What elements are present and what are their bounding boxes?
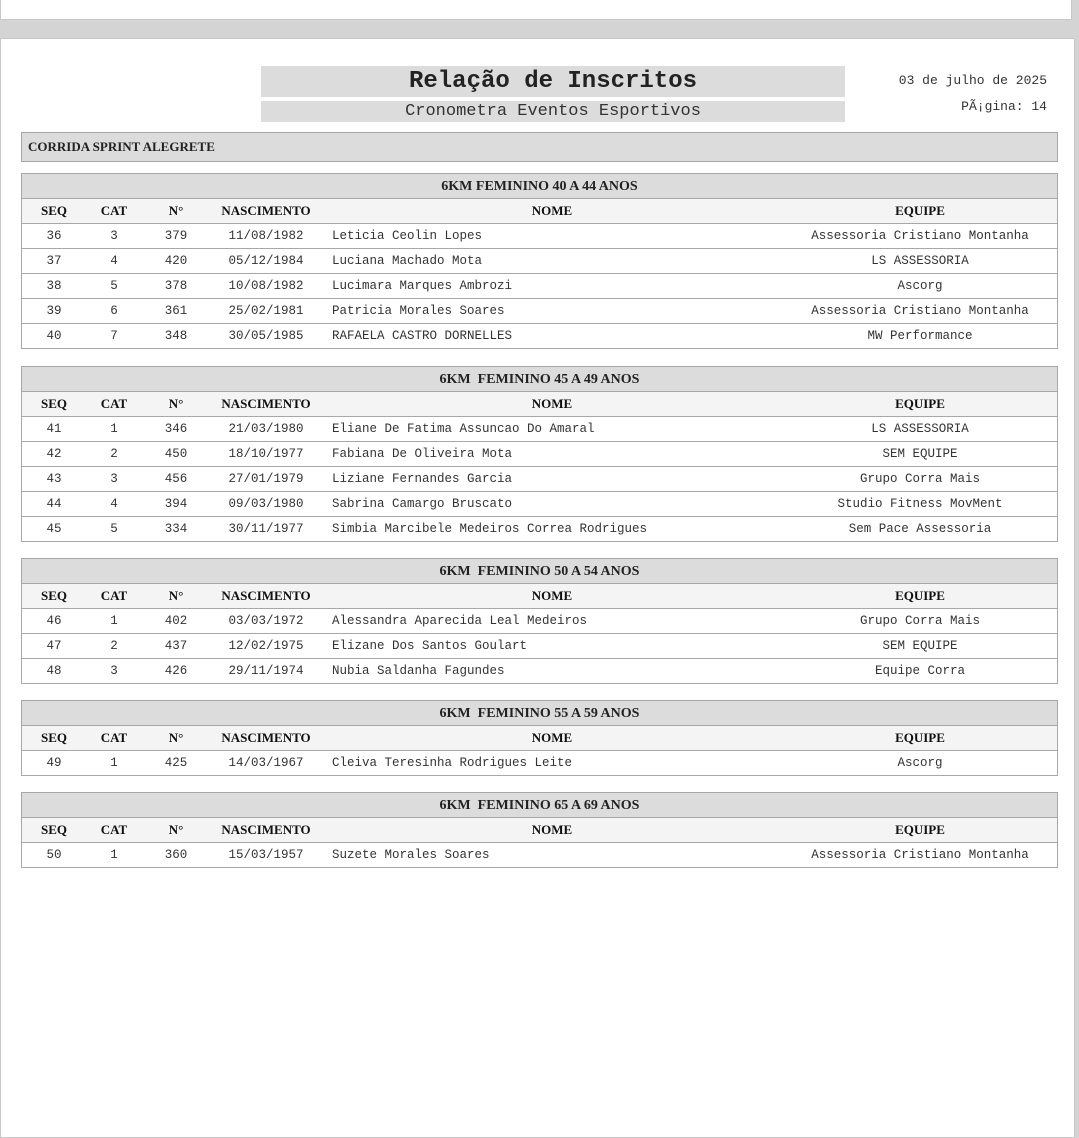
column-header-nome: NOME: [531, 203, 573, 218]
table-row: [22, 417, 1057, 442]
column-header-equipe: EQUIPE: [895, 822, 945, 837]
column-header-cat: CAT: [100, 588, 128, 603]
column-header-seq: SEQ: [40, 822, 67, 837]
category-title: 6KM FEMININO 45 A 49 ANOS: [22, 367, 1057, 392]
cat-cell: 5: [110, 522, 118, 536]
birthdate-cell: 27/01/1979: [228, 472, 304, 486]
table-header-row: [22, 726, 1057, 751]
seq-cell: 48: [46, 664, 62, 678]
report-page: [0, 38, 1075, 1138]
cat-cell: 3: [110, 229, 118, 243]
team-cell: SEM EQUIPE: [882, 639, 958, 653]
table-row: [22, 609, 1057, 634]
name-cell: Alessandra Aparecida Leal Medeiros: [332, 614, 588, 628]
table-row: [22, 659, 1057, 683]
bib-number-cell: 456: [164, 472, 188, 486]
seq-cell: 37: [46, 254, 62, 268]
column-header-num: N°: [168, 730, 184, 745]
table-row: [22, 299, 1057, 324]
column-header-equipe: EQUIPE: [895, 396, 945, 411]
birthdate-cell: 03/03/1972: [228, 614, 304, 628]
name-cell: Lucimara Marques Ambrozi: [332, 279, 513, 293]
category-table: [21, 366, 1058, 542]
seq-cell: 42: [46, 447, 62, 461]
seq-cell: 38: [46, 279, 62, 293]
event-name: CORRIDA SPRINT ALEGRETE: [21, 132, 1058, 162]
column-header-cat: CAT: [100, 203, 128, 218]
cat-cell: 4: [110, 254, 118, 268]
seq-cell: 47: [46, 639, 62, 653]
column-header-cat: CAT: [100, 730, 128, 745]
cat-cell: 7: [110, 329, 118, 343]
seq-cell: 50: [46, 848, 62, 862]
name-cell: Eliane De Fatima Assuncao Do Amaral: [332, 422, 595, 436]
table-row: [22, 467, 1057, 492]
column-header-cat: CAT: [100, 396, 128, 411]
category-title: 6KM FEMININO 50 A 54 ANOS: [22, 559, 1057, 584]
bib-number-cell: 394: [164, 497, 188, 511]
table-row: [22, 249, 1057, 274]
name-cell: Luciana Machado Mota: [332, 254, 483, 268]
cat-cell: 3: [110, 664, 118, 678]
name-cell: Suzete Morales Soares: [332, 848, 490, 862]
table-row: [22, 324, 1057, 348]
bib-number-cell: 379: [164, 229, 188, 243]
cat-cell: 1: [110, 756, 118, 770]
cat-cell: 4: [110, 497, 118, 511]
column-header-nascimento: NASCIMENTO: [221, 396, 311, 411]
seq-cell: 43: [46, 472, 62, 486]
seq-cell: 41: [46, 422, 62, 436]
table-row: [22, 751, 1057, 775]
birthdate-cell: 05/12/1984: [228, 254, 304, 268]
name-cell: Simbia Marcibele Medeiros Correa Rodrigues: [332, 522, 648, 536]
bib-number-cell: 334: [164, 522, 188, 536]
name-cell: Sabrina Camargo Bruscato: [332, 497, 513, 511]
bib-number-cell: 360: [164, 848, 188, 862]
table-header-row: [22, 392, 1057, 417]
column-header-equipe: EQUIPE: [895, 588, 945, 603]
birthdate-cell: 29/11/1974: [228, 664, 304, 678]
seq-cell: 39: [46, 304, 62, 318]
birthdate-cell: 30/11/1977: [228, 522, 304, 536]
category-title: 6KM FEMININO 65 A 69 ANOS: [22, 793, 1057, 818]
report-title: Relação de Inscritos: [261, 66, 845, 97]
bib-number-cell: 346: [164, 422, 188, 436]
previous-page-edge: [0, 0, 1072, 20]
name-cell: Liziane Fernandes Garcia: [332, 472, 513, 486]
team-cell: Studio Fitness MovMent: [837, 497, 1003, 511]
team-cell: Ascorg: [897, 756, 943, 770]
bib-number-cell: 425: [164, 756, 188, 770]
name-cell: Leticia Ceolin Lopes: [332, 229, 483, 243]
team-cell: Sem Pace Assessoria: [848, 522, 992, 536]
column-header-seq: SEQ: [40, 203, 67, 218]
name-cell: Elizane Dos Santos Goulart: [332, 639, 528, 653]
birthdate-cell: 09/03/1980: [228, 497, 304, 511]
birthdate-cell: 10/08/1982: [228, 279, 304, 293]
category-table: [21, 792, 1058, 868]
cat-cell: 2: [110, 447, 118, 461]
bib-number-cell: 402: [164, 614, 188, 628]
page-number: PÃ¡gina: 14: [961, 99, 1047, 114]
table-row: [22, 492, 1057, 517]
column-header-num: N°: [168, 588, 184, 603]
bib-number-cell: 450: [164, 447, 188, 461]
column-header-nome: NOME: [531, 822, 573, 837]
column-header-cat: CAT: [100, 822, 128, 837]
team-cell: Assessoria Cristiano Montanha: [811, 848, 1029, 862]
seq-cell: 36: [46, 229, 62, 243]
column-header-nascimento: NASCIMENTO: [221, 730, 311, 745]
birthdate-cell: 21/03/1980: [228, 422, 304, 436]
cat-cell: 6: [110, 304, 118, 318]
bib-number-cell: 348: [164, 329, 188, 343]
cat-cell: 3: [110, 472, 118, 486]
seq-cell: 40: [46, 329, 62, 343]
birthdate-cell: 12/02/1975: [228, 639, 304, 653]
team-cell: MW Performance: [867, 329, 973, 343]
column-header-seq: SEQ: [40, 588, 67, 603]
seq-cell: 45: [46, 522, 62, 536]
table-row: [22, 634, 1057, 659]
table-row: [22, 274, 1057, 299]
team-cell: Assessoria Cristiano Montanha: [811, 304, 1029, 318]
table-row: [22, 517, 1057, 541]
column-header-nascimento: NASCIMENTO: [221, 203, 311, 218]
team-cell: Grupo Corra Mais: [859, 614, 981, 628]
birthdate-cell: 25/02/1981: [228, 304, 304, 318]
column-header-seq: SEQ: [40, 730, 67, 745]
name-cell: RAFAELA CASTRO DORNELLES: [332, 329, 513, 343]
table-header-row: [22, 199, 1057, 224]
column-header-equipe: EQUIPE: [895, 203, 945, 218]
column-header-nome: NOME: [531, 588, 573, 603]
team-cell: Grupo Corra Mais: [859, 472, 981, 486]
bib-number-cell: 420: [164, 254, 188, 268]
seq-cell: 44: [46, 497, 62, 511]
cat-cell: 1: [110, 422, 118, 436]
cat-cell: 5: [110, 279, 118, 293]
cat-cell: 2: [110, 639, 118, 653]
column-header-equipe: EQUIPE: [895, 730, 945, 745]
team-cell: Assessoria Cristiano Montanha: [811, 229, 1029, 243]
name-cell: Nubia Saldanha Fagundes: [332, 664, 505, 678]
column-header-nascimento: NASCIMENTO: [221, 588, 311, 603]
cat-cell: 1: [110, 848, 118, 862]
bib-number-cell: 437: [164, 639, 188, 653]
table-row: [22, 843, 1057, 867]
bib-number-cell: 378: [164, 279, 188, 293]
category-table: [21, 173, 1058, 349]
team-cell: Ascorg: [897, 279, 943, 293]
name-cell: Fabiana De Oliveira Mota: [332, 447, 513, 461]
team-cell: LS ASSESSORIA: [871, 422, 969, 436]
birthdate-cell: 18/10/1977: [228, 447, 304, 461]
table-row: [22, 442, 1057, 467]
column-header-num: N°: [168, 822, 184, 837]
report-date: 03 de julho de 2025: [898, 73, 1047, 88]
team-cell: LS ASSESSORIA: [871, 254, 969, 268]
birthdate-cell: 11/08/1982: [228, 229, 304, 243]
bib-number-cell: 361: [164, 304, 188, 318]
category-table: [21, 700, 1058, 776]
category-title: 6KM FEMININO 55 A 59 ANOS: [22, 701, 1057, 726]
name-cell: Cleiva Teresinha Rodrigues Leite: [332, 756, 573, 770]
table-row: [22, 224, 1057, 249]
column-header-nome: NOME: [531, 396, 573, 411]
cat-cell: 1: [110, 614, 118, 628]
column-header-nome: NOME: [531, 730, 573, 745]
bib-number-cell: 426: [164, 664, 188, 678]
category-table: [21, 558, 1058, 684]
birthdate-cell: 15/03/1957: [228, 848, 304, 862]
team-cell: Equipe Corra: [874, 664, 965, 678]
column-header-num: N°: [168, 203, 184, 218]
category-title: 6KM FEMININO 40 A 44 ANOS: [22, 174, 1057, 199]
seq-cell: 46: [46, 614, 62, 628]
team-cell: SEM EQUIPE: [882, 447, 958, 461]
column-header-nascimento: NASCIMENTO: [221, 822, 311, 837]
seq-cell: 49: [46, 756, 62, 770]
report-subtitle: Cronometra Eventos Esportivos: [261, 101, 845, 122]
table-header-row: [22, 818, 1057, 843]
birthdate-cell: 14/03/1967: [228, 756, 304, 770]
birthdate-cell: 30/05/1985: [228, 329, 304, 343]
column-header-seq: SEQ: [40, 396, 67, 411]
name-cell: Patricia Morales Soares: [332, 304, 505, 318]
table-header-row: [22, 584, 1057, 609]
column-header-num: N°: [168, 396, 184, 411]
